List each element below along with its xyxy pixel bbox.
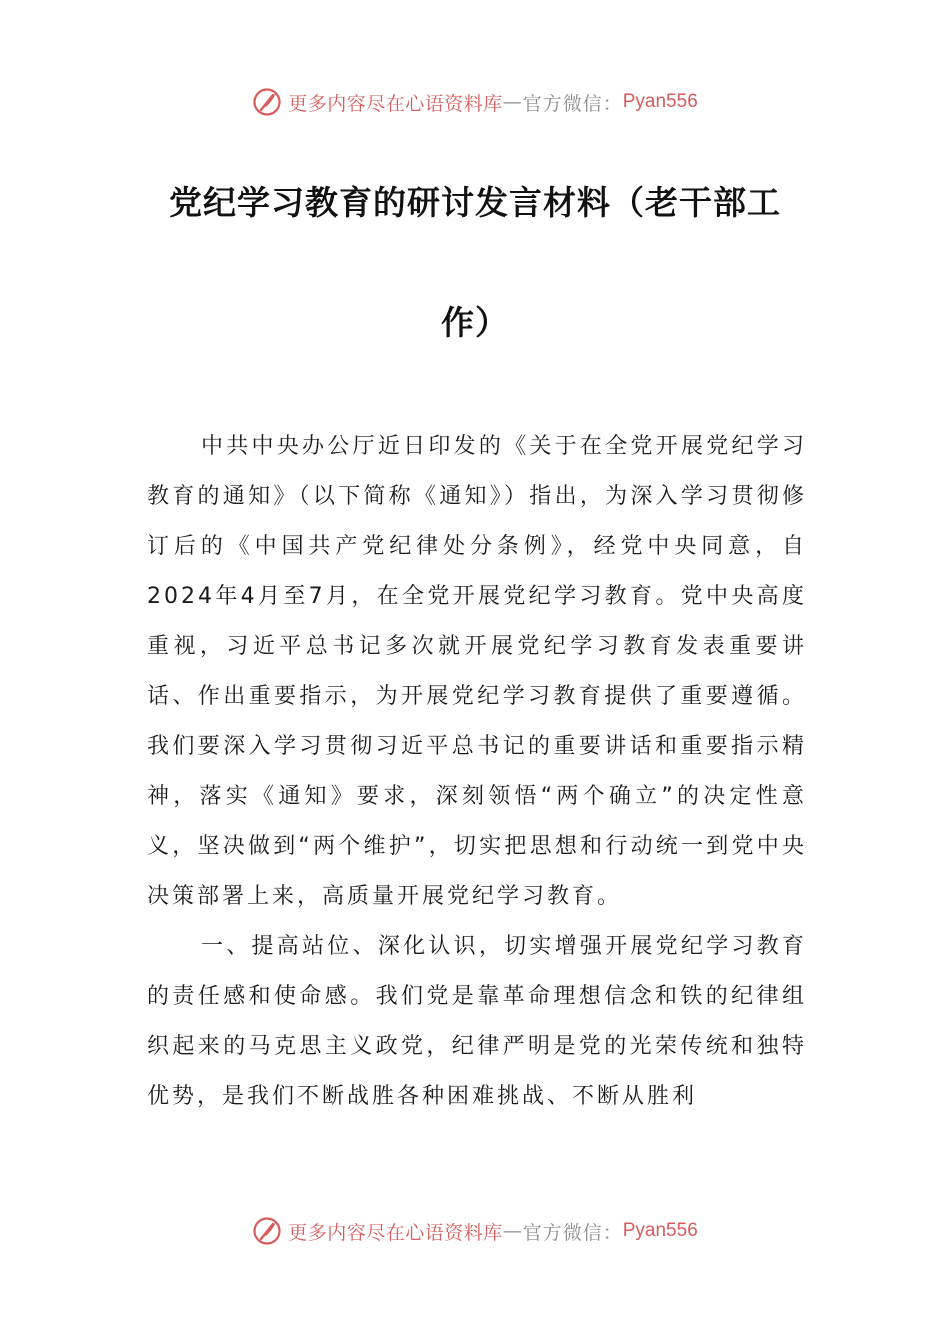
watermark-dash: — bbox=[502, 91, 523, 113]
watermark-dash: — bbox=[502, 1220, 523, 1242]
watermark-site-text: 更多内容尽在心语资料库 bbox=[288, 1221, 503, 1244]
paragraph: 一、提高站位、深化认识，切实增强开展党纪学习教育的责任感和使命感。我们党是靠革命理想信念和铁的纪律组织起来的马克思主义政党，纪律严明是党的光荣传统和独特优势，是我们不断战胜各种困难挑战、不断从胜利 bbox=[147, 934, 807, 1109]
watermark-wechat-id: Pyan556 bbox=[622, 1220, 698, 1241]
quill-logo-icon bbox=[252, 87, 282, 117]
watermark-label: 官方微信： bbox=[522, 92, 623, 115]
watermark-wechat-id: Pyan556 bbox=[622, 91, 698, 112]
header-watermark bbox=[0, 82, 950, 122]
title-line-1: 党纪学习教育的研讨发言材料（老干部工 bbox=[169, 183, 781, 222]
watermark-label: 官方微信： bbox=[522, 1221, 623, 1244]
document-body bbox=[147, 422, 807, 1122]
paragraph: 中共中央办公厅近日印发的《关于在全党开展党纪学习教育的通知》（以下简称《通知》）指出，为深入学习贯彻修订后的《中国共产党纪律处分条例》，经党中央同意，自2024年4月至7月，在全党开展党纪学习教育。党中央高度重视，习近平总书记多次就开展党纪学习教育发表重要讲话、作出重要指示，为开展党纪学习教育提供了重要遵循。我们要深入学习贯彻习近平总书记的重要讲话和重要指示精神，落实《通知》要求，深刻领悟“两个确立”的决定性意义，坚决做到“两个维护”，切实把思想和行动统一到党中央决策部署上来，高质量开展党纪学习教育。 bbox=[147, 434, 807, 909]
title-line-2: 作） bbox=[441, 303, 509, 342]
document-title bbox=[120, 170, 830, 356]
footer-watermark bbox=[0, 1211, 950, 1251]
quill-logo-icon bbox=[252, 1216, 282, 1246]
watermark-site-text: 更多内容尽在心语资料库 bbox=[288, 92, 503, 115]
